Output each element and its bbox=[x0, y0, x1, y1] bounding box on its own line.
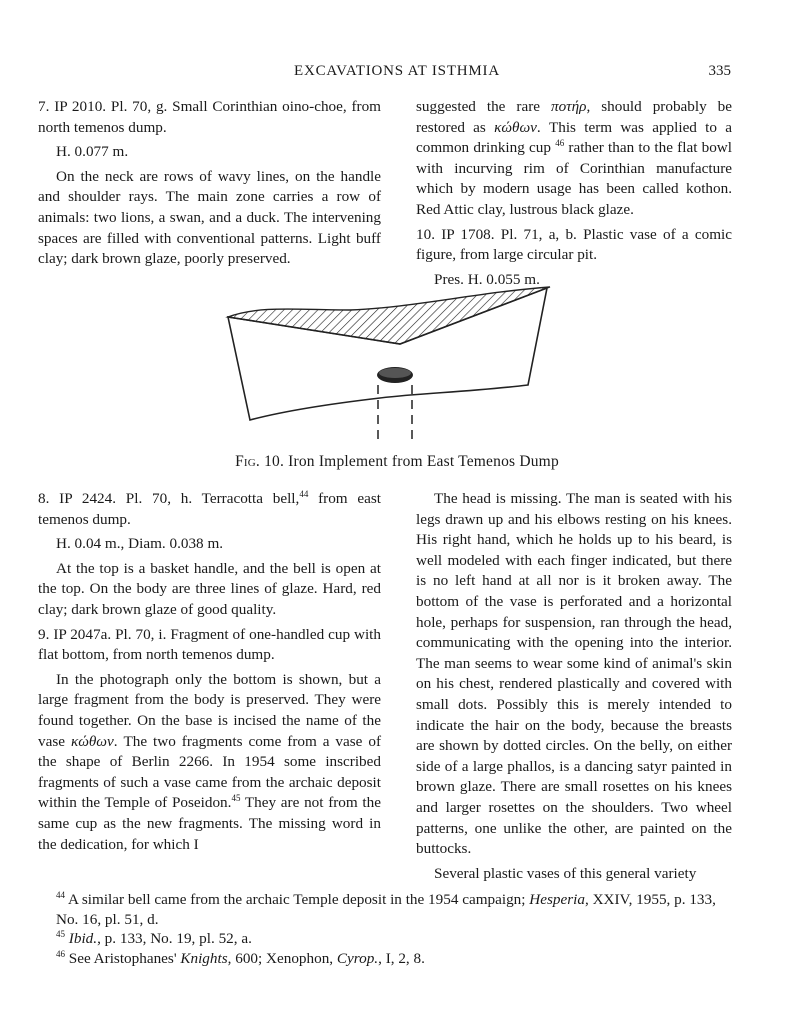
figure-caption-text: Iron Implement from East Temenos Dump bbox=[288, 453, 559, 470]
implement-hatched-top bbox=[228, 287, 550, 344]
item-9-description: In the photograph only the bottom is shown, but a large fragment from the body is preserved. They were found together. On the base is incised the name of the vase κώθων. The two fragments come from a vase of the shape of Berlin 2266. In 1954 some inscribed fragments of such a vase came from the archaic deposit within the Temple of Poseidon.$^{45}$ They are not from the same cup as the new fragments. The missing word in the dedication, for which I bbox=[38, 670, 382, 853]
item-10-heading: 10. IP 1708. Pl. 71, a, b. Plastic vase of a comic figure, from large circular pit. bbox=[416, 225, 732, 264]
running-title: EXCAVATIONS AT ISTHMIA bbox=[294, 63, 500, 79]
footnote-ref-45: 45 bbox=[231, 793, 241, 804]
item-10-continuation: Several plastic vases of this general variety bbox=[434, 864, 697, 882]
item-8-description: At the top is a basket handle, and the bell is open at the top. On the body are three lines of glaze. Hard, red clay; dark brown glaze of good quality. bbox=[38, 559, 381, 618]
left-column-bottom bbox=[38, 489, 381, 859]
right-column-top bbox=[416, 97, 732, 294]
footnote-ref-44: 44 bbox=[299, 489, 309, 499]
item-7-heading: 7. IP 2010. Pl. 70, g. Small Corinthian oino-choe, from north temenos dump. bbox=[38, 98, 381, 136]
item-8-measurement: H. 0.04 m., Diam. 0.038 m. bbox=[56, 535, 224, 553]
figure-label: Fig. 10. bbox=[235, 453, 285, 470]
figure-caption bbox=[0, 453, 794, 471]
greek-kothon: κώθων bbox=[494, 118, 537, 136]
iron-implement-drawing bbox=[220, 280, 560, 440]
left-column-top bbox=[38, 97, 381, 274]
greek-poter: ποτήρ bbox=[550, 98, 587, 115]
item-8-heading: 8. IP 2424. Pl. 70, h. Terracotta bell,$^{44}$ from east temenos dump. bbox=[38, 489, 381, 528]
running-head bbox=[0, 63, 794, 83]
item-9-continuation: suggested the rare ποτήρ, should probably be restored as κώθων. This term was applied to a common drinking cup $^{46}$ rather than to the flat bowl with incurving rim of Corinthian manufacture which by modern usage has been called kothon. Red Attic clay, lustrous black glaze. bbox=[416, 98, 732, 218]
item-9-heading: 9. IP 2047a. Pl. 70, i. Fragment of one-handled cup with flat bottom, from north temenos dump. bbox=[38, 625, 381, 664]
right-column-bottom bbox=[416, 489, 732, 888]
footnote-ref-46: 46 bbox=[555, 138, 565, 149]
footnote-45: $^{45}$ Ibid., p. 133, No. 19, pl. 52, a. bbox=[56, 929, 252, 947]
item-7-measurement: H. 0.077 m. bbox=[56, 143, 129, 161]
footnotes bbox=[38, 890, 738, 968]
item-10-measurement: Pres. H. 0.055 m. bbox=[434, 270, 540, 288]
item-7-description: On the neck are rows of wavy lines, on the handle and shoulder rays. The main zone carries a row of animals: two lions, a swan, and a duck. The intervening spaces are filled with conventional patterns. Light buff clay; dark brown glaze, poorly preserved. bbox=[38, 167, 381, 268]
footnote-46: $^{46}$ See Aristophanes' Knights, 600; Xenophon, Cyrop., I, 2, 8. bbox=[56, 948, 425, 967]
page-number: 335 bbox=[708, 63, 731, 79]
item-10-description: The head is missing. The man is seated with his legs drawn up and his elbows resting on his knees. His right hand, which he holds up to his beard, is well modeled with each finger indicated, but there is no left hand at all nor is it broken away. The bottom of the vase is perforated and a horizontal hole, perhaps for suspension, ran through the head, communicating with the opening into the interior. The man seems to wear some kind of animal's skin on his chest, rendered plastically and covered with small dots. Possibly this is merely intended to indicate the hair on the body, because the breasts are shown by dotted circles. On the belly, on either side of a large phallos, is a dancing satyr painted in brown glaze. There are small rosettes on his knees and larger rosettes on the shoulders. Two wheel patterns, one unlike the other, are painted on the buttocks. bbox=[416, 490, 732, 858]
footnote-44: $^{44}$ A similar bell came from the archaic Temple deposit in the 1954 campaign; Hesperia, XXIV, 1955, p. 133, No. 16, pl. 51, d. bbox=[56, 890, 716, 928]
greek-kothon-2: κώθων bbox=[70, 732, 114, 750]
